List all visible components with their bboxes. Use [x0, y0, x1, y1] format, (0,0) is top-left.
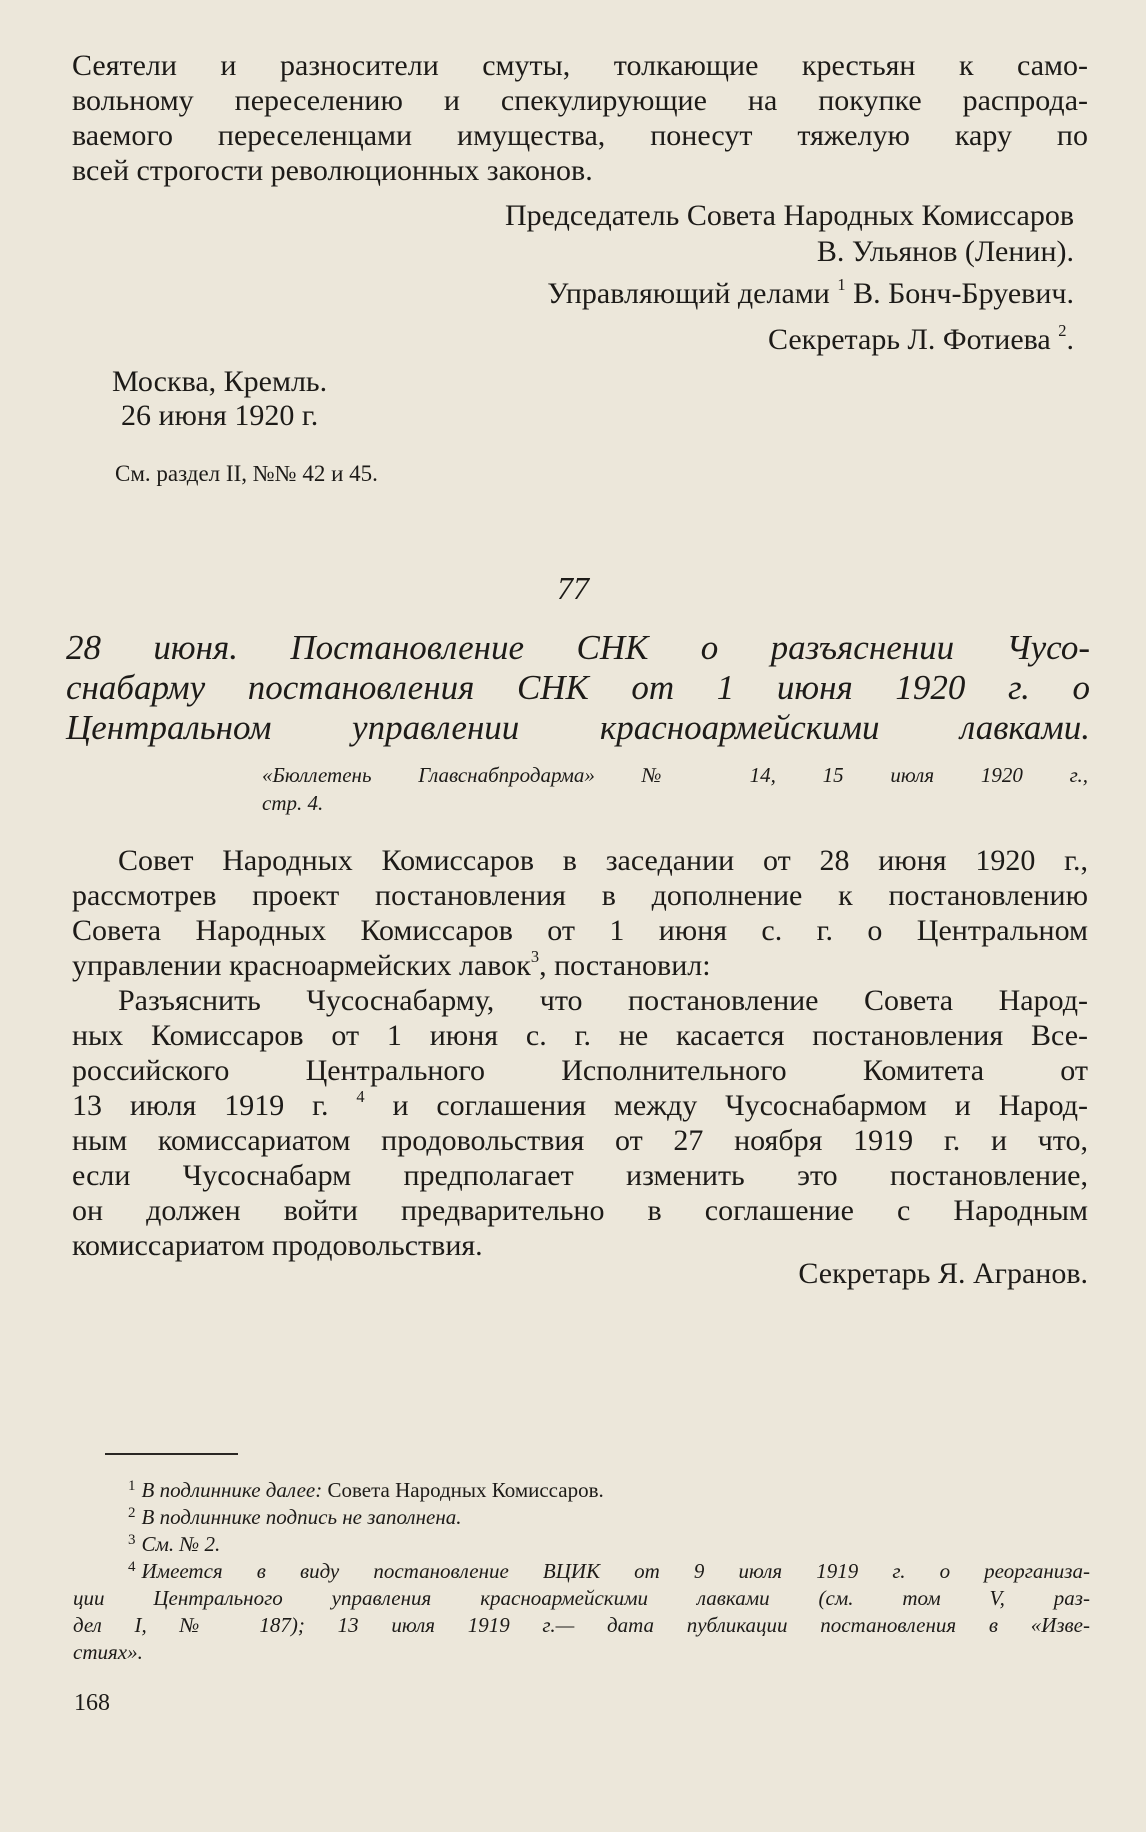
document-number: 77 — [557, 570, 589, 606]
text-line: Сеятели и разносители смуты, толкающие крестьян к само- — [72, 49, 1088, 82]
cross-reference: См. раздел II, №№ 42 и 45. — [115, 461, 378, 486]
footnote-mark: 1 — [837, 274, 846, 294]
page-number: 168 — [74, 1690, 110, 1716]
text-line: ваемого переселенцами имущества, понесут тяжелую кару по — [72, 119, 1088, 152]
footnote-mark: 4 — [356, 1086, 365, 1106]
document-title — [66, 628, 1090, 748]
footnote-1: $^1$ В подлиннике далее: Совета Народных Комиссаров. — [128, 1477, 604, 1502]
chair-name: В. Ульянов (Ленин). — [816, 235, 1074, 268]
secretary-signature-2: Секретарь Я. Агранов. — [798, 1257, 1088, 1290]
text-line: вольному переселению и спекулирующие на покупке распрода- — [72, 84, 1088, 117]
text-line: 13 июля 1919 г. $^4$ и соглашения между Чусоснабармом и Народ- — [72, 1086, 1088, 1122]
date-line: 26 июня 1920 г. — [121, 399, 319, 432]
text-line: ных Комиссаров от 1 июня с. г. не касается постановления Все- — [72, 1019, 1088, 1052]
chair-title: Председатель Совета Народных Комиссаров — [505, 199, 1074, 232]
text-line: если Чусоснабарм предполагает изменить это постановление, — [72, 1159, 1088, 1192]
footnote-number: 4 — [128, 1559, 136, 1575]
manager-signature — [547, 276, 1074, 311]
place-line: Москва, Кремль. — [112, 365, 328, 398]
footnote-line: ции Центрального управления красноармейскими лавками (см. том V, раз- — [73, 1585, 1090, 1610]
title-line: снабарму постановления СНК от 1 июня 1920 г. о — [66, 668, 1090, 707]
footnote-number: 2 — [128, 1505, 136, 1521]
footnote-line: стиях». — [73, 1639, 143, 1664]
secretary-name: Секретарь Л. Фотиева — [767, 323, 1051, 356]
secretary-signature: Секретарь Л. Фотиева $^2$. — [767, 320, 1074, 356]
text-line: российского Центрального Исполнительного Комитета от — [72, 1054, 1088, 1087]
footnote-4 — [73, 1554, 1090, 1666]
title-line: Центральном управлении красноармейскими лавками. — [66, 708, 1090, 747]
footnote-line: дел I, № 187); 13 июля 1919 г.— дата публикации постановления в «Изве- — [73, 1612, 1090, 1637]
text-line: управлении красноармейских лавок$^3$, постановил: — [72, 946, 711, 982]
manager-name: В. Бонч-Бруевич. — [853, 277, 1074, 310]
footnote-mark: 3 — [530, 946, 540, 966]
manager-label: Управляющий делами — [547, 277, 830, 310]
footnote-number: 1 — [128, 1478, 136, 1494]
source-line: «Бюллетень Главснабпродарма» № 14, 15 июля 1920 г., — [262, 763, 1088, 787]
resolution-paragraph-1 — [72, 843, 1088, 983]
footnote-3: $^3$ См. № 2. — [128, 1531, 221, 1556]
footnote-line: $^4$ Имеется в виду постановление ВЦИК от 9 июля 1919 г. о реорганиза- — [128, 1558, 1090, 1583]
text-line: Совет Народных Комиссаров в заседании от 28 июня 1920 г., — [118, 844, 1088, 877]
footnote-2: $^2$ В подлиннике подпись не заполнена. — [128, 1504, 462, 1529]
text-line: Совета Народных Комиссаров от 1 июня с. г. о Центральном — [72, 914, 1088, 947]
text-line: рассмотрев проект постановления в дополнение к постановлению — [72, 879, 1088, 912]
source-citation — [262, 762, 1088, 789]
text-line: он должен войти предварительно в соглашение с Народным — [72, 1194, 1088, 1227]
text-line: Разъяснить Чусоснабарму, что постановление Совета Народ- — [118, 984, 1088, 1017]
text-line: ным комиссариатом продовольствия от 27 ноября 1919 г. и что, — [72, 1124, 1088, 1157]
footnote-divider — [105, 1453, 238, 1455]
opening-paragraph — [72, 48, 1088, 188]
title-line: 28 июня. Постановление СНК о разъяснении Чусо- — [66, 628, 1090, 667]
text-line: комиссариатом продовольствия. — [72, 1229, 483, 1262]
source-page: стр. 4. — [262, 791, 324, 815]
footnote-number: 3 — [128, 1532, 136, 1548]
text-line: всей строгости революционных законов. — [72, 154, 593, 187]
footnote-mark: 2 — [1058, 320, 1067, 340]
resolution-paragraph-2 — [72, 983, 1088, 1263]
